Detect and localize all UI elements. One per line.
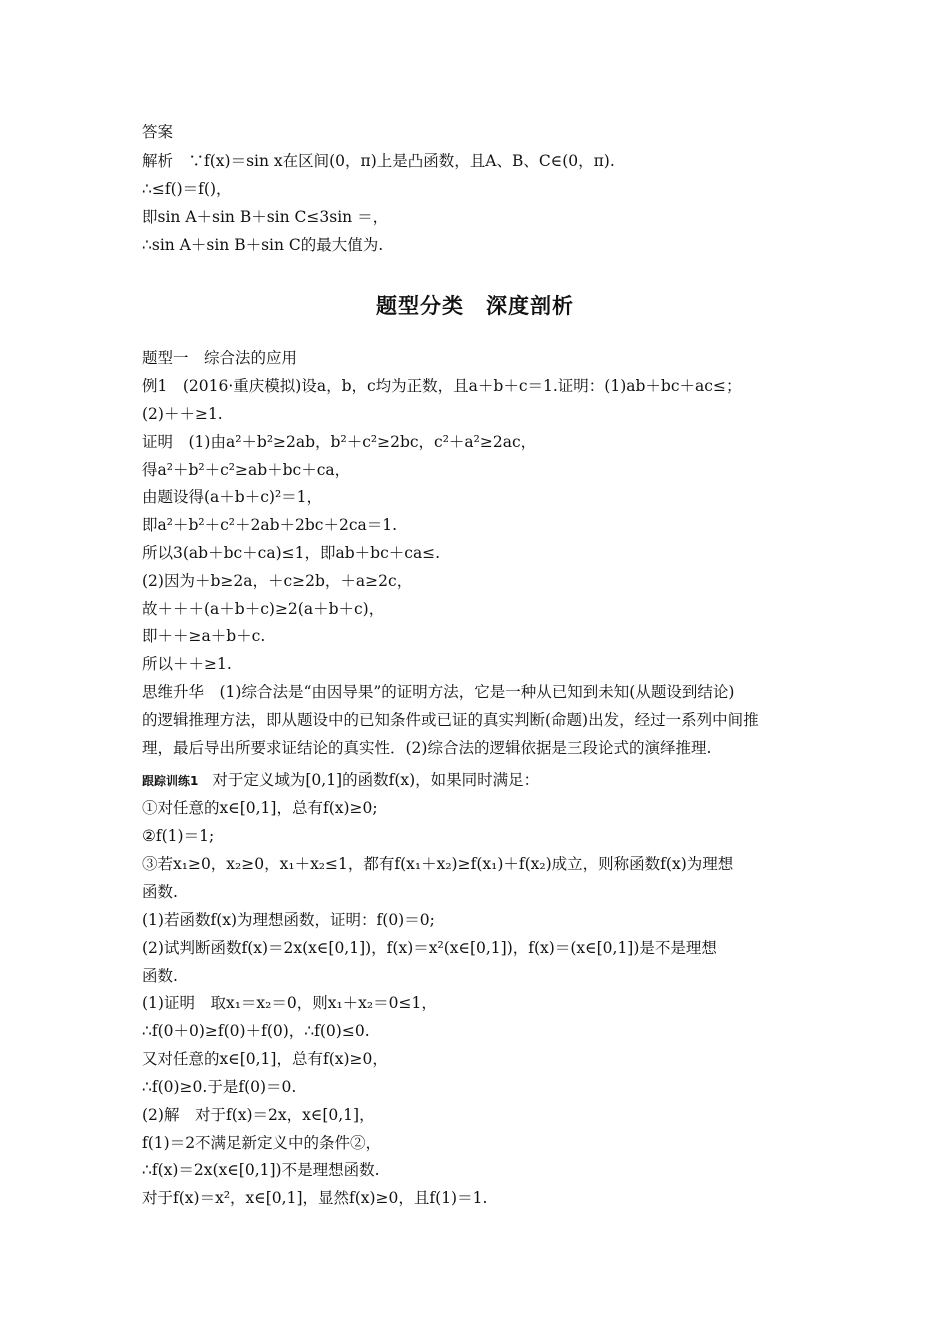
text-line: 得a²＋b²＋c²≥ab＋bc＋ca，: [142, 461, 351, 479]
text-line: 故＋＋＋(a＋b＋c)≥2(a＋b＋c)，: [142, 600, 385, 618]
text-line: (2)＋＋≥1.: [142, 405, 223, 423]
text-line: 函数.: [142, 967, 178, 985]
text-line: ∴f(0＋0)≥f(0)＋f(0)，∴f(0)≤0.: [142, 1022, 370, 1040]
summary-line: 的逻辑推理方法，即从题设中的已知条件或已证的真实判断(命题)出发，经过一系列中间推: [142, 711, 759, 729]
text-line: 即sin A＋sin B＋sin C≤3sin ＝，: [142, 208, 389, 226]
condition-2: ②f(1)＝1;: [142, 827, 215, 845]
text-line: 由题设得(a＋b＋c)²＝1，: [142, 488, 323, 506]
text-line: 对于f(x)＝x²，x∈[0,1]，显然f(x)≥0，且f(1)＝1.: [142, 1189, 488, 1207]
text-line: 即＋＋≥a＋b＋c.: [142, 627, 266, 645]
training-intro-text: 对于定义域为[0,1]的函数f(x)，如果同时满足：: [212, 771, 540, 789]
question-1: (1)若函数f(x)为理想函数，证明：f(0)＝0;: [142, 911, 435, 929]
text-line: 所以3(ab＋bc＋ca)≤1，即ab＋bc＋ca≤.: [142, 544, 441, 562]
text-line: f(1)＝2不满足新定义中的条件②，: [142, 1134, 382, 1152]
solution-line: (2)解 对于f(x)＝2x，x∈[0,1]，: [142, 1106, 375, 1124]
summary-line: 理，最后导出所要求证结论的真实性．(2)综合法的逻辑依据是三段论式的演绎推理.: [142, 739, 712, 757]
training-intro: [142, 770, 822, 791]
text-line: ∴≤f()＝f()，: [142, 180, 232, 198]
condition-3: ③若x₁≥0，x₂≥0，x₁＋x₂≤1，都有f(x₁＋x₂)≥f(x₁)＋f(x₂)成立，则称函数f(x)为理想: [142, 855, 734, 873]
proof-line: 证明 (1)由a²＋b²≥2ab，b²＋c²≥2bc，c²＋a²≥2ac，: [142, 433, 537, 451]
text-line: 即a²＋b²＋c²＋2ab＋2bc＋2ca＝1.: [142, 516, 398, 534]
type-title: 题型一 综合法的应用: [142, 349, 298, 367]
text-line: ∴f(x)＝2x(x∈[0,1])不是理想函数.: [142, 1161, 380, 1179]
text-line: (2)因为＋b≥2a，＋c≥2b，＋a≥2c，: [142, 572, 413, 590]
analysis-line: 解析 ∵f(x)＝sin x在区间(0，π)上是凸函数，且A、B、C∈(0，π).: [142, 152, 615, 170]
example-line: 例1 (2016·重庆模拟)设a，b，c均为正数，且a＋b＋c＝1.证明：(1)ab＋bc＋ac≤；: [142, 377, 742, 395]
proof-line: (1)证明 取x₁＝x₂＝0，则x₁＋x₂＝0≤1，: [142, 994, 437, 1012]
question-2: (2)试判断函数f(x)＝2x(x∈[0,1])，f(x)＝x²(x∈[0,1])，f(x)＝(x∈[0,1])是不是理想: [142, 939, 717, 957]
condition-1: ①对任意的x∈[0,1]，总有f(x)≥0;: [142, 799, 378, 817]
text-line: 函数.: [142, 883, 178, 901]
summary-line: 思维升华 (1)综合法是“由因导果”的证明方法，它是一种从已知到未知(从题设到结论): [142, 683, 735, 701]
text-line: 所以＋＋≥1.: [142, 655, 232, 673]
training-tag: 跟踪训练1: [142, 774, 199, 788]
text-line: ∴f(0)≥0.于是f(0)＝0.: [142, 1078, 297, 1096]
answer-label: 答案: [142, 123, 174, 141]
text-line: ∴sin A＋sin B＋sin C的最大值为.: [142, 236, 384, 254]
text-line: 又对任意的x∈[0,1]，总有f(x)≥0，: [142, 1050, 388, 1068]
section-heading: 题型分类 深度剖析: [376, 294, 574, 318]
